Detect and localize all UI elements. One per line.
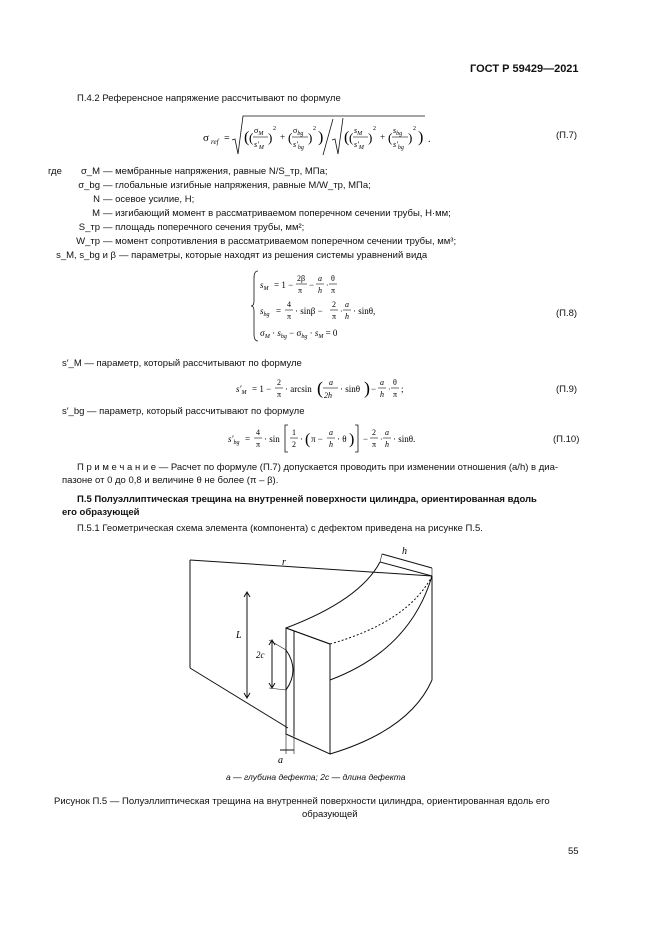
svg-text:h: h <box>345 312 349 321</box>
equation-p10-graphic <box>225 422 425 456</box>
svg-text:=: = <box>245 434 251 444</box>
svg-text:s′M: $s'_M$ <box>254 140 264 151</box>
svg-text:(: ( <box>244 129 250 146</box>
svg-text:;: ; <box>401 384 404 394</box>
svg-text:h: h <box>318 286 322 295</box>
svg-text:(: ( <box>388 130 393 145</box>
svg-text:θ: θ <box>331 274 335 283</box>
svg-text:π: π <box>287 312 292 321</box>
svg-text:s′M: $s'_M$ <box>354 140 364 151</box>
symbol-n: N <box>93 194 100 205</box>
equation-number-p7: (П.7) <box>556 130 578 141</box>
svg-text:·: · <box>388 385 391 394</box>
symbol-s-tr: S_тр <box>78 222 100 233</box>
equation-p7 <box>200 112 440 160</box>
label-h: h <box>402 546 407 557</box>
svg-text:· sin: · sin <box>264 434 280 444</box>
svg-text:= 1 −: = 1 − <box>274 280 294 290</box>
figure-p5-drawing <box>170 540 450 768</box>
svg-text:(: ( <box>344 129 350 146</box>
label-2c: 2c <box>256 650 265 660</box>
svg-text:a: a <box>329 378 333 387</box>
def-sigma-m: — мембранные напряжения, равные N/S_тр, МПа; <box>103 166 328 177</box>
equation-p7-graphic <box>200 112 440 160</box>
svg-text:a: a <box>380 378 384 387</box>
symbol-w-tr: W_тр <box>76 236 100 247</box>
svg-text:π: π <box>298 286 303 295</box>
equation-p9-graphic <box>228 372 428 406</box>
svg-text:sM: $s_M$ <box>260 280 269 292</box>
def-n: — осевое усилие, Н; <box>103 194 195 205</box>
section-title-p5-line2: его образующей <box>62 507 140 518</box>
svg-text:·: · <box>326 281 329 290</box>
note-text-2: пазоне от 0 до 0,8 и величине θ не более (π – β). <box>62 475 279 486</box>
svg-text:=: = <box>224 133 230 144</box>
figure-legend: a — глубина дефекта; 2c — длина дефекта <box>226 772 406 782</box>
svg-text:a: a <box>329 428 333 437</box>
note-text-1: — Расчет по формуле (П.7) допускается проводить при изменении отношения (a/h) в диа- <box>156 462 559 473</box>
svg-text:· sinθ: · sinθ <box>340 384 361 394</box>
svg-text:sbg: $s_{bg}$ <box>393 126 403 137</box>
equation-number-p8: (П.8) <box>556 308 578 319</box>
svg-text:h: h <box>380 390 384 399</box>
svg-text:(: ( <box>288 130 293 145</box>
standard-number: ГОСТ Р 59429—2021 <box>470 63 579 75</box>
svg-text:2: 2 <box>277 378 281 387</box>
svg-text:a: a <box>385 428 389 437</box>
svg-text:): ) <box>368 130 373 145</box>
svg-text:(: ( <box>317 378 323 398</box>
svg-text:(: ( <box>249 130 254 145</box>
figure-caption-line2: образующей <box>302 809 358 820</box>
svg-text:s′bg: $s'_{bg}$ <box>293 140 304 151</box>
label-l: L <box>236 630 242 641</box>
svg-text:π: π <box>332 312 337 321</box>
paragraph-p4-2: П.4.2 Референсное напряжение рассчитывают по формуле <box>77 93 341 104</box>
svg-text:π: π <box>256 440 261 449</box>
def-sigma-bg: — глобальные изгибные напряжения, равные M/W_тр, МПа; <box>103 180 371 191</box>
svg-text:2: 2 <box>313 126 316 132</box>
svg-text:π: π <box>393 390 398 399</box>
svg-text:=: = <box>276 306 282 316</box>
svg-text:= 1 −: = 1 − <box>252 384 272 394</box>
svg-text:π: π <box>372 440 377 449</box>
svg-text:−: − <box>371 384 377 394</box>
svg-text:1: 1 <box>292 428 296 437</box>
svg-text:): ) <box>308 130 313 145</box>
svg-text:4: 4 <box>287 300 291 309</box>
equation-p9 <box>228 372 428 406</box>
def-m: — изгибающий момент в рассматриваемом поперечном сечении трубы, Н·мм; <box>103 208 451 219</box>
svg-text:−: − <box>309 280 315 290</box>
svg-text:s′M: $s'_M$ <box>236 384 247 396</box>
ref-subscript: ref <box>211 138 219 146</box>
svg-text:σbg: $\sigma_{bg}$ <box>293 126 304 137</box>
svg-text:2: 2 <box>292 440 296 449</box>
equation-number-p10: (П.10) <box>553 434 580 445</box>
svg-text:σM · sbg − σbg · sM = 0: $\sigma_M \cdot s_{bg} - \sigma_{bg} \cdot s_M = 0$ <box>260 328 338 340</box>
label-a: a <box>278 755 283 766</box>
svg-text:(: ( <box>349 130 354 145</box>
symbol-m: M <box>92 208 100 219</box>
svg-text:): ) <box>318 129 324 146</box>
svg-text:θ: θ <box>393 378 397 387</box>
svg-text:): ) <box>418 129 424 146</box>
svg-text:4: 4 <box>256 428 260 437</box>
paragraph-sbg-prime: s′_bg — параметр, который рассчитывают по формуле <box>62 406 305 417</box>
symbol-sigma-m: σ_M <box>80 166 100 177</box>
svg-text:.: . <box>428 134 431 145</box>
equation-p8-graphic <box>250 268 400 344</box>
svg-text:2: 2 <box>332 300 336 309</box>
svg-text:2: 2 <box>413 126 416 132</box>
svg-text:2β: 2β <box>297 274 306 283</box>
svg-text:): ) <box>408 130 413 145</box>
equation-p8 <box>250 268 400 344</box>
equation-number-p9: (П.9) <box>556 384 578 395</box>
svg-text:· sinβ −: · sinβ − <box>295 306 323 316</box>
svg-text:h: h <box>385 440 389 449</box>
note <box>77 462 558 474</box>
svg-text:sbg: $s_{bg}$ <box>260 306 270 318</box>
svg-text:(: ( <box>305 431 311 448</box>
svg-text:+: + <box>380 132 386 142</box>
svg-text:2: 2 <box>373 126 376 132</box>
def-s-tr: — площадь поперечного сечения трубы, мм²; <box>103 222 305 233</box>
svg-text:π −: π − <box>311 434 323 444</box>
section-title-p5-line1: П.5 Полуэллиптическая трещина на внутренней поверхности цилиндра, ориентированная вдоль <box>77 494 537 505</box>
symbol-sigma-bg: σ_bg <box>78 180 100 191</box>
paragraph-p5-1: П.5.1 Геометрическая схема элемента (компонента) с дефектом приведена на рисунке П.5. <box>77 523 483 534</box>
equation-p10 <box>225 422 425 456</box>
def-params: — параметры, которые находят из решения системы уравнений вида <box>119 250 428 261</box>
svg-text:· arcsin: · arcsin <box>285 384 312 394</box>
def-w-tr: — момент сопротивления в рассматриваемом поперечном сечении трубы, мм³; <box>103 236 457 247</box>
svg-text:·: · <box>380 435 383 444</box>
svg-text:a: a <box>318 274 322 283</box>
svg-text:s′bg: $s'_{bg}$ <box>393 140 404 151</box>
svg-text:· sinθ.: · sinθ. <box>393 434 416 444</box>
svg-text:π: π <box>331 286 336 295</box>
svg-text:·: · <box>340 307 343 316</box>
svg-text:+: + <box>280 132 286 142</box>
figure-p5 <box>170 540 450 768</box>
sigma-symbol: σ <box>203 132 209 144</box>
page-number: 55 <box>568 846 579 857</box>
svg-text:sM: $s_M$ <box>354 126 363 137</box>
figure-caption-line1: Рисунок П.5 — Полуэллиптическая трещина на внутренней поверхности цилиндра, ориентированная вдоль его <box>54 796 550 807</box>
svg-text:): ) <box>364 378 370 398</box>
svg-text:): ) <box>349 431 355 448</box>
svg-text:2: 2 <box>273 126 276 132</box>
svg-text:2: 2 <box>372 428 376 437</box>
svg-text:· θ: · θ <box>337 434 347 444</box>
note-label: П р и м е ч а н и е <box>77 462 157 473</box>
svg-text:s′bg: $s'_{bg}$ <box>228 434 240 446</box>
svg-text:h: h <box>329 440 333 449</box>
where-label: где <box>48 166 62 177</box>
svg-text:a: a <box>345 300 349 309</box>
svg-text:σM: $\sigma_M$ <box>254 126 264 137</box>
svg-text:· sinθ,: · sinθ, <box>353 306 376 316</box>
svg-text:2h: 2h <box>324 391 332 400</box>
paragraph-sm-prime: s′_M — параметр, который рассчитывают по формуле <box>62 358 302 369</box>
svg-text:π: π <box>277 390 282 399</box>
label-r: r <box>282 557 286 568</box>
symbol-params: s_M, s_bg и β <box>56 250 116 261</box>
svg-text:−: − <box>363 434 369 444</box>
svg-text:·: · <box>300 434 303 444</box>
svg-text:): ) <box>268 130 273 145</box>
